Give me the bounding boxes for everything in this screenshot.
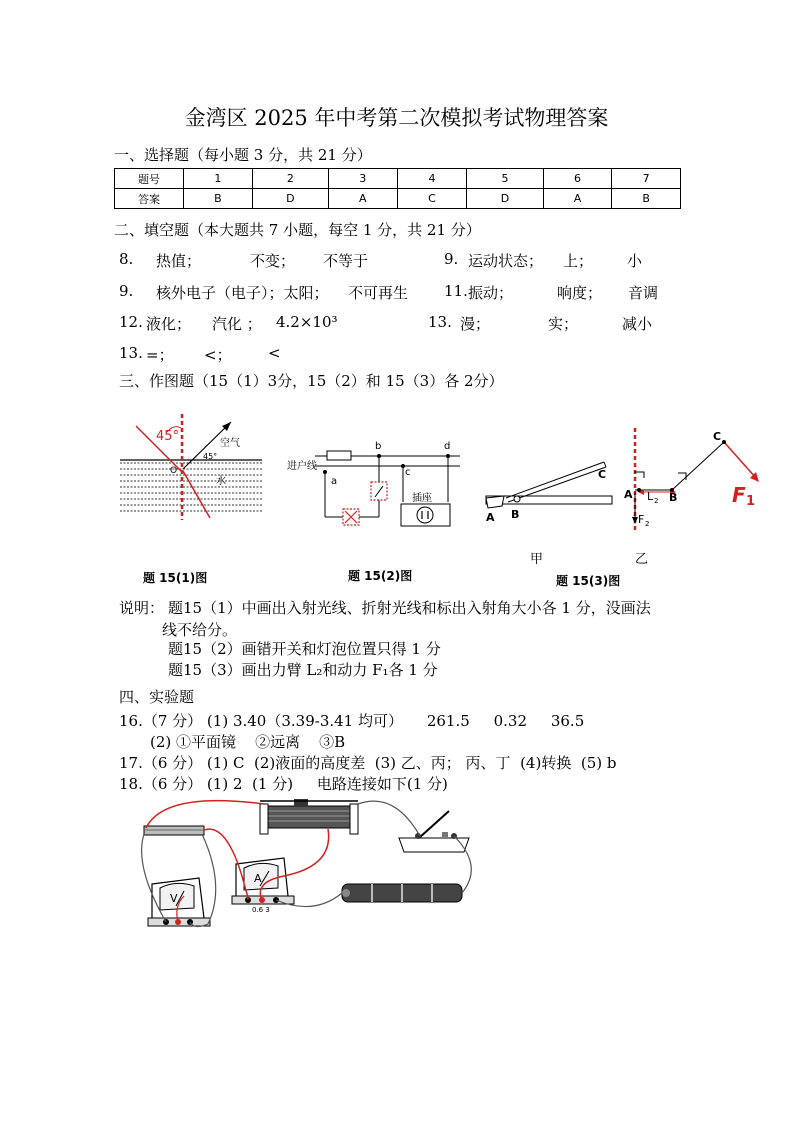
fig2-caption: 题 15(2)图 (348, 569, 413, 583)
circuit-photo (124, 796, 489, 936)
q11-answer-3: 音调 (628, 284, 659, 302)
fig3-caption: 题 15(3)图 (556, 574, 621, 588)
question-number: 6 (543, 169, 612, 189)
label-b-jia: B (511, 508, 520, 521)
q13b-answer-1: =； (146, 346, 174, 364)
note-1a: 题15（1）中画出入射光线、折射光线和标出入射角大小各 1 分，没画法 (168, 599, 651, 617)
label-c-yi: C (713, 430, 722, 443)
note-1b: 线不给分。 (162, 621, 238, 639)
q13-answer-3: 减小 (622, 315, 653, 333)
label-l2-sub: 2 (654, 497, 659, 505)
label-a: a (331, 476, 338, 487)
section1-heading: 一、选择题（每小题 3 分，共 21 分） (114, 146, 372, 164)
label-d: d (444, 441, 451, 452)
question-number: 3 (328, 169, 397, 189)
question-number: 7 (612, 169, 681, 189)
inlet-label: 进户线 (287, 461, 317, 472)
right-angle-mark (678, 473, 686, 480)
lever-arm-bc (672, 442, 724, 490)
label-a-yi: A (624, 488, 633, 501)
label-f2-sub: 2 (645, 520, 650, 528)
q8-answer-1: 热值； (156, 252, 202, 270)
section3-heading: 三、作图题（15（1）3分，15（2）和 15（3）各 2分） (119, 372, 504, 390)
voltmeter-label: V (170, 892, 178, 905)
wire (146, 801, 264, 828)
label-f2: F (638, 513, 645, 526)
angle-label-1: 45° (156, 429, 180, 444)
lever-device (486, 462, 612, 524)
q9b-number: 9. (119, 282, 134, 300)
section2-heading: 二、填空题（本大题共 7 小题，每空 1 分，共 21 分） (114, 221, 481, 239)
water-label: 水 (216, 476, 226, 487)
label-l2: L (647, 490, 654, 503)
q11-answer-2: 响度； (557, 284, 603, 302)
q18-line: 18.（6 分） (1) 2 (1 分) 电路连接如下(1 分) (119, 775, 448, 793)
f1-arrow (724, 442, 756, 478)
ammeter-label: A (254, 872, 262, 885)
label-a-jia: A (486, 511, 495, 524)
q11-number: 11. (444, 282, 468, 300)
q9-number: 9. (444, 250, 459, 268)
q13b-answer-3: < (268, 344, 281, 362)
row-label: 答案 (115, 189, 184, 209)
table-row (115, 169, 681, 189)
answer-cell: D (467, 189, 543, 209)
q16-line-2: (2) ①平面镜 ②远离 ③B (150, 733, 346, 751)
q12-number: 12. (119, 313, 143, 331)
lever-diagram (478, 420, 763, 538)
circuit-diagram (285, 434, 465, 529)
socket-label: 插座 (412, 493, 432, 504)
label-b: b (375, 441, 382, 452)
fuse (327, 451, 351, 460)
question-number: 5 (467, 169, 543, 189)
wire (358, 801, 420, 836)
label-yi: 乙 (635, 552, 649, 567)
q13-number: 13. (428, 313, 452, 331)
q8-number: 8. (119, 250, 134, 268)
answer-cell: A (543, 189, 612, 209)
q9-answer-3: 小 (627, 252, 643, 270)
section4-heading: 四、实验题 (119, 688, 195, 706)
question-number: 2 (252, 169, 328, 189)
label-c-jia: C (598, 468, 607, 481)
water-hatching (120, 463, 262, 511)
note-3: 题15（3）画出力臂 L₂和动力 F₁各 1 分 (168, 661, 438, 679)
q12-answer-1: 液化； (146, 315, 192, 333)
label-c: c (405, 467, 411, 478)
q8-answer-3: 不等于 (323, 252, 369, 270)
q13-answer-1: 漫； (460, 315, 491, 333)
refraction-diagram (112, 410, 272, 525)
answer-cell: C (397, 189, 467, 209)
row-label: 题号 (115, 169, 184, 189)
q13b-number: 13. (119, 344, 143, 362)
label-b-yi: B (669, 491, 678, 504)
q17-line: 17.（6 分） (1) C (2)液面的高度差 (3) 乙、丙； 丙、丁 (4)转换 (5) b (119, 754, 617, 772)
q9b-answer-2: 不可再生 (348, 284, 409, 302)
q8-answer-2: 不变； (250, 252, 296, 270)
point-c (722, 440, 726, 444)
point-o-label: O (170, 466, 178, 476)
q9-answer-1: 运动状态； (468, 252, 544, 270)
switch (399, 811, 469, 852)
q13b-answer-2: <； (204, 346, 232, 364)
answer-cell: D (252, 189, 328, 209)
battery-pack (342, 884, 462, 902)
page-title: 金湾区 2025 年中考第二次模拟考试物理答案 (184, 106, 609, 130)
label-jia: 甲 (530, 552, 544, 567)
q12-answer-3: 4.2×10³ (276, 313, 338, 331)
q9b-answer-1: 核外电子（电子）；太阳； (156, 284, 329, 302)
ammeter-scale: 0.6 3 (252, 906, 270, 914)
socket-icon (417, 507, 433, 523)
q9-answer-2: 上； (563, 252, 594, 270)
q11-answer-1: 振动； (468, 284, 514, 302)
fig1-caption: 题 15(1)图 (143, 571, 208, 585)
q12-answer-2: 汽化 ； (212, 315, 262, 333)
table-row (115, 189, 681, 209)
q13-answer-2: 实； (548, 315, 579, 333)
note-2: 题15（2）画错开关和灯泡位置只得 1 分 (168, 640, 441, 658)
rheostat (260, 799, 358, 834)
q16-line-1: 16.（7 分） (1) 3.40（3.39-3.41 均可） 261.5 0.32 36.5 (119, 712, 585, 730)
answer-table (114, 168, 681, 209)
answer-cell: B (184, 189, 253, 209)
question-number: 4 (397, 169, 467, 189)
answer-cell: A (328, 189, 397, 209)
question-number: 1 (184, 169, 253, 189)
notes-prefix: 说明： (119, 599, 165, 617)
pivot-point (637, 488, 641, 492)
label-f1-sub: 1 (746, 494, 756, 509)
angle-label-2: 45° (203, 452, 218, 461)
air-label: 空气 (220, 438, 240, 449)
answer-cell: B (612, 189, 681, 209)
label-f1: F (732, 483, 746, 507)
